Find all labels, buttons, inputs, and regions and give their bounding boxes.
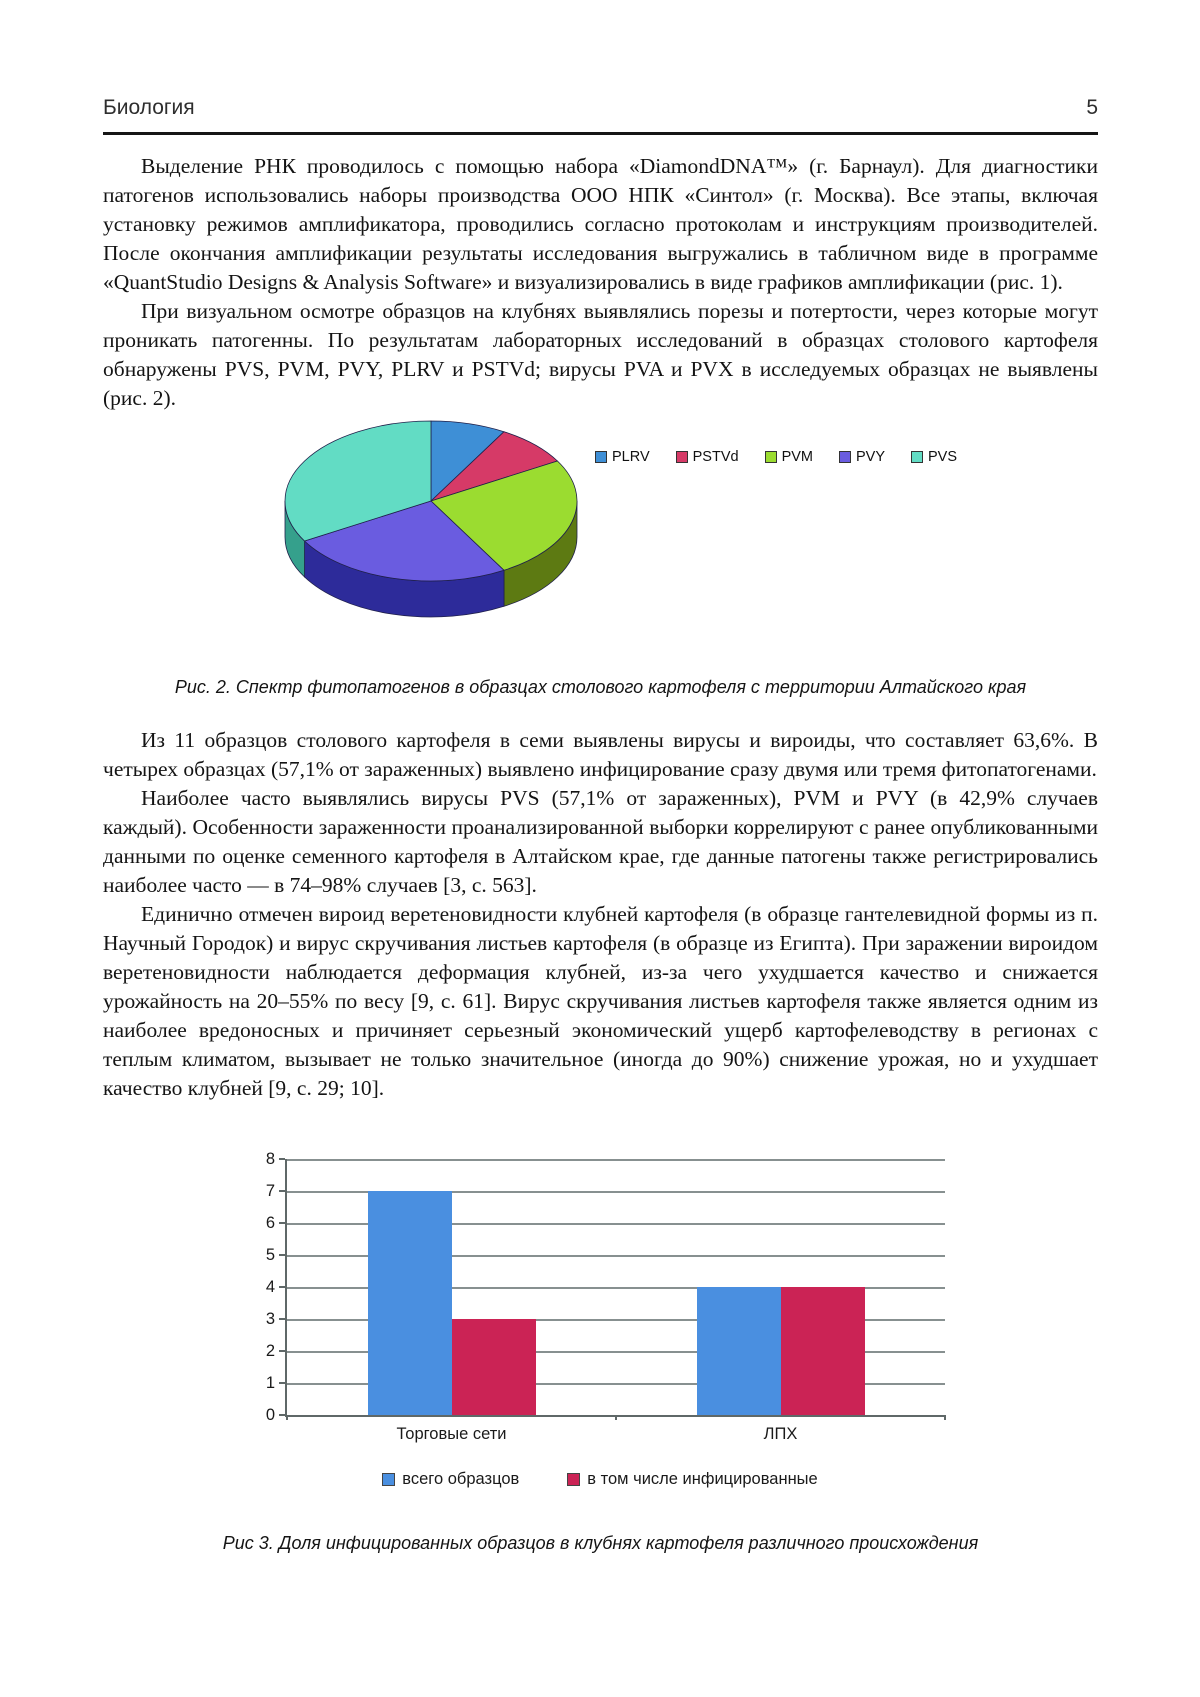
body-paragraph: Единично отмечен вироид веретеновидности клубней картофеля (в образце гантелевидной формы из п. Научный Городок) и вирус скручивания листьев картофеля (в образце из Египта). При заражении вироидом веретеновидности наблюдается деформация клубней, из-за чего ухудшается качество и снижается урожайность на 20–55% по весу [9, с. 61]. Вирус скручивания листьев картофеля также является одним из наиболее вредоносных и причиняет серьезный экономический ущерб картофелеводству в регионах с теплым климатом, вызывает не только значительное (иногда до 90%) снижение урожая, но и ухудшает качество клубней [9, с. 29; 10].: [103, 902, 1098, 1100]
bar-legend-label: в том числе инфицированные: [587, 1470, 818, 1488]
y-axis-tick-label: 8: [265, 1150, 275, 1168]
pie-legend-label: PLRV: [612, 449, 650, 465]
body-paragraph: Из 11 образцов столового картофеля в семи выявлены вирусы и вироиды, что составляет 63,6%. В четырех образцах (57,1% от зараженных) выявлено инфицирование сразу двумя или тремя фитопатогенами.: [103, 728, 1098, 781]
bar-legend-label: всего образцов: [402, 1470, 520, 1488]
bar-legend-item: [382, 1470, 519, 1489]
x-axis-tick: [286, 1415, 288, 1420]
legend-swatch-icon: [911, 451, 923, 463]
figure-bar-caption: Рис 3. Доля инфицированных образцов в клубнях картофеля различного происхождения: [222, 1533, 979, 1553]
x-axis-tick: [615, 1415, 617, 1420]
pie-chart-svg: [283, 419, 583, 621]
bar-group: [616, 1159, 945, 1415]
x-axis-category-label: Торговые сети: [396, 1425, 507, 1443]
legend-swatch-icon: [595, 451, 607, 463]
pie-legend-item: [911, 449, 957, 465]
bar-chart-x-axis-labels: [287, 1417, 945, 1444]
pie-legend-label: PVM: [781, 449, 813, 465]
x-axis-tick: [944, 1415, 946, 1420]
y-axis-tick-label: 0: [265, 1406, 275, 1424]
pie-legend-item: [676, 449, 739, 465]
legend-swatch-icon: [839, 451, 851, 463]
pie-legend-item: [765, 449, 813, 465]
bar-в том числе инфицированные: [781, 1287, 865, 1415]
y-axis-tick-label: 7: [265, 1182, 275, 1200]
y-axis-tick-label: 5: [265, 1246, 275, 1264]
bar-chart-plot-area: [285, 1159, 945, 1417]
bar-всего образцов: [368, 1191, 452, 1415]
legend-swatch-icon: [567, 1473, 580, 1486]
x-axis-category-label: ЛПХ: [763, 1425, 798, 1443]
y-axis-tick-label: 6: [265, 1214, 275, 1232]
y-axis-tick-label: 1: [265, 1374, 275, 1392]
pie-legend-item: [595, 449, 650, 465]
header-rule: [103, 132, 1098, 135]
figure-bar-chart: [255, 1150, 945, 1489]
running-head: [103, 96, 1098, 120]
bar-в том числе инфицированные: [452, 1319, 536, 1415]
legend-swatch-icon: [676, 451, 688, 463]
body-paragraph: При визуальном осмотре образцов на клубнях выявлялись порезы и потертости, через которые могут проникать патогенны. По результатам лабораторных исследований в образцах столового картофеля обнаружены PVS, PVM, PVY, PLRV и PSTVd; вирусы PVA и PVX в исследуемых образцах не выявлены (рис. 2).: [103, 299, 1098, 410]
pie-legend-label: PSTVd: [692, 449, 739, 465]
bar-chart-y-axis: [255, 1150, 285, 1424]
figure-pie-chart: [103, 419, 1098, 635]
bar-legend-item: [567, 1470, 817, 1489]
page-number: 5: [1086, 96, 1098, 119]
pie-legend-label: PVS: [928, 449, 958, 465]
legend-swatch-icon: [765, 451, 777, 463]
article-body: [103, 152, 1098, 1554]
section-title: Биология: [103, 96, 195, 119]
legend-swatch-icon: [382, 1473, 395, 1486]
y-axis-tick-label: 4: [265, 1278, 275, 1296]
y-axis-tick-label: 3: [265, 1310, 275, 1328]
y-axis-tick-label: 2: [265, 1342, 275, 1360]
bar-всего образцов: [697, 1287, 781, 1415]
pie-legend-item: [839, 449, 885, 465]
body-paragraph: Выделение РНК проводилось с помощью набора «DiamondDNA™» (г. Барнаул). Для диагностики патогенов использовались наборы производства ООО НПК «Синтол» (г. Москва). Все этапы, включая установку режимов амплификатора, проводились согласно протоколам и инструкциям производителей. После окончания амплификации результаты исследования выгружались в табличном виде в программе «QuantStudio Designs & Analysis Software» и визуализировались в виде графиков амплификации (рис. 1).: [103, 154, 1098, 294]
body-paragraph: Наиболее часто выявлялись вирусы PVS (57,1% от зараженных), PVM и PVY (в 42,9% случаев каждый). Особенности зараженности проанализированной выборки коррелируют с ранее опубликованными данными по оценке семенного картофеля в Алтайском крае, где данные патогены также регистрировались наиболее часто — в 74–98% случаев [3, с. 563].: [103, 786, 1098, 897]
pie-legend: [595, 449, 957, 465]
pie-legend-label: PVY: [855, 449, 885, 465]
bar-chart-plot-row: [255, 1150, 945, 1424]
figure-pie-caption: Рис. 2. Спектр фитопатогенов в образцах столового картофеля с территории Алтайского края: [174, 677, 1027, 697]
bar-group: [287, 1159, 616, 1415]
bar-chart-legend: [255, 1470, 945, 1489]
